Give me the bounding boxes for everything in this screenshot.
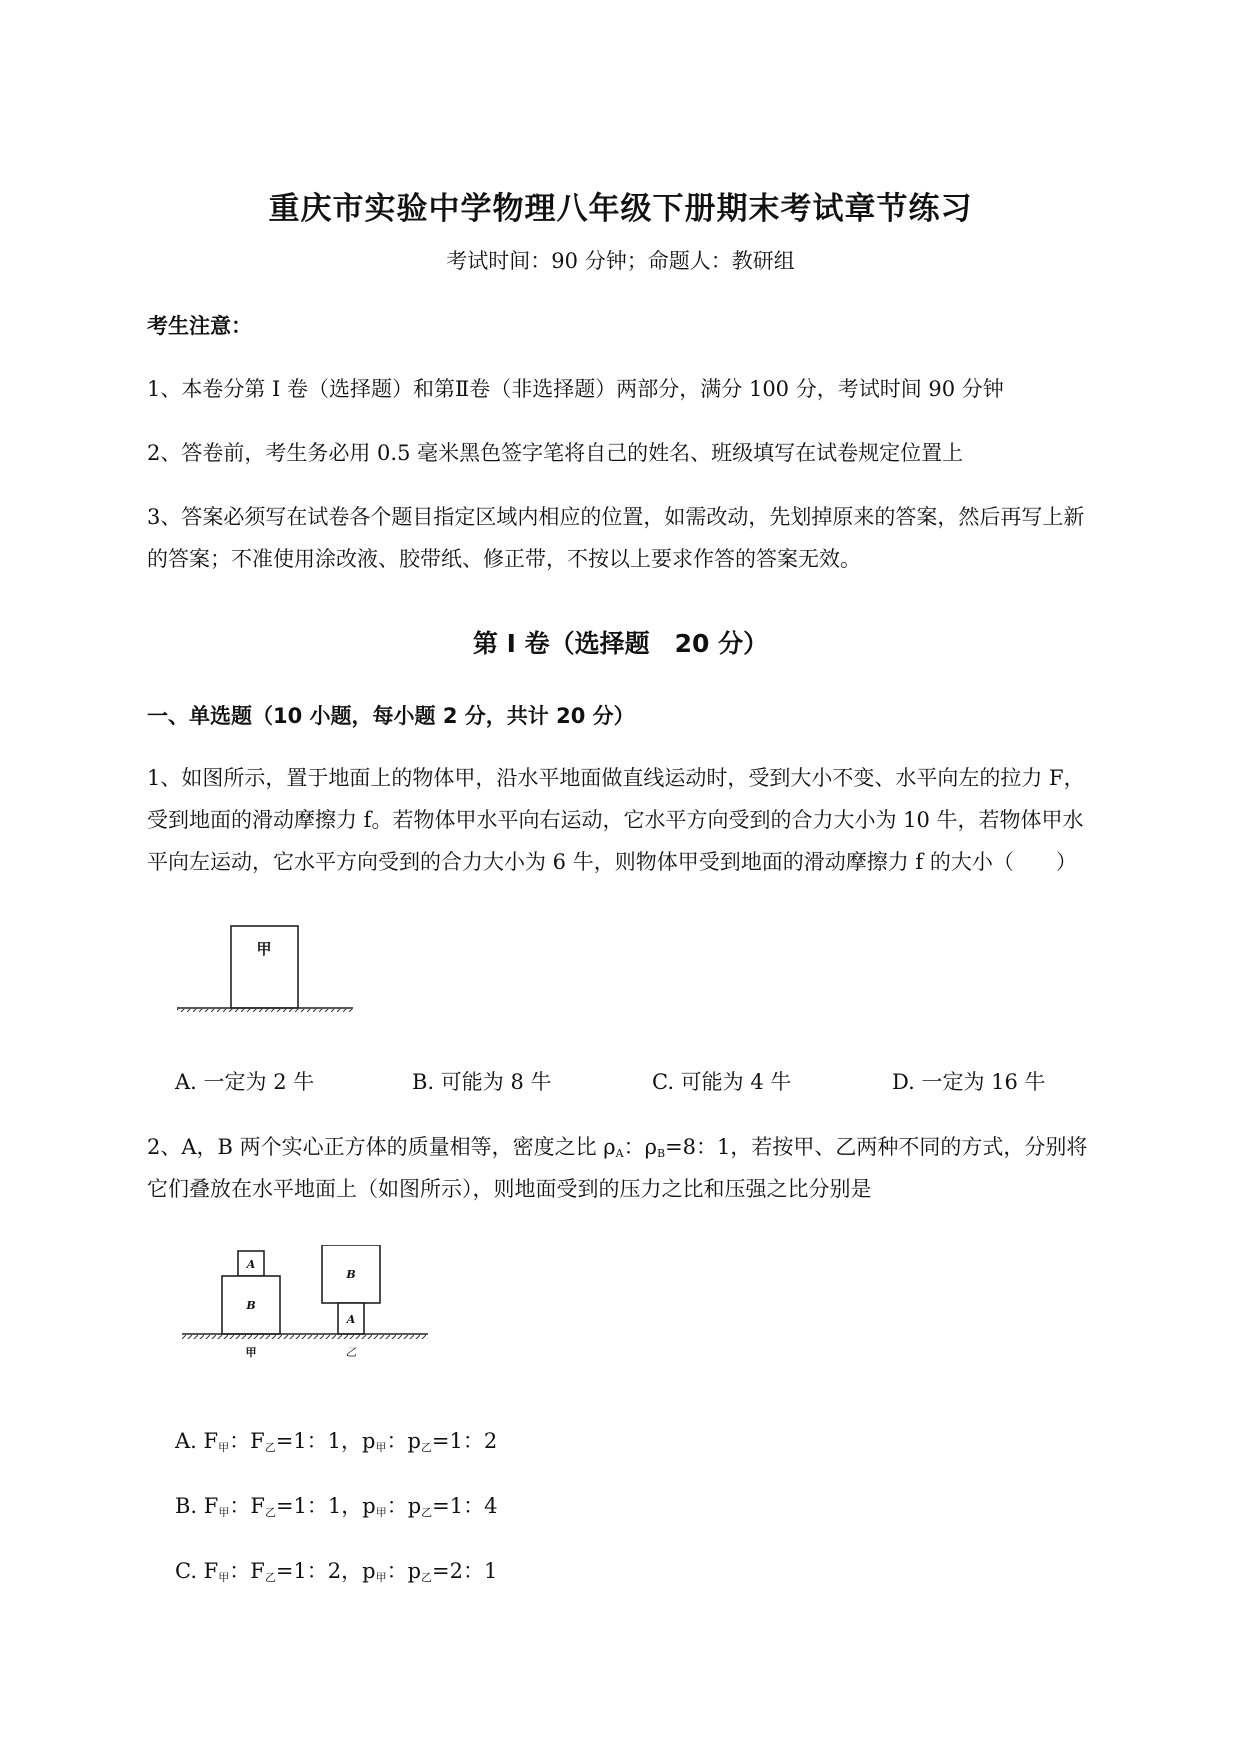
question-1-text: 1、如图所示，置于地面上的物体甲，沿水平地面做直线运动时，受到大小不变、水平向左的拉力 F，	[147, 766, 1085, 790]
svg-text:A: A	[246, 1258, 256, 1271]
notice-item: 的答案；不准使用涂改液、胶带纸、修正带，不按以上要求作答的答案无效。	[147, 547, 861, 571]
question-1-text: 受到地面的滑动摩擦力 f。若物体甲水平向右运动，它水平方向受到的合力大小为 10 牛，若物体甲水	[147, 808, 1084, 832]
section-title: 第 I 卷（选择题 20 分）	[472, 629, 769, 658]
q1-option-b: B. 可能为 8 牛	[412, 1070, 552, 1094]
q1-option-c: C. 可能为 4 牛	[652, 1070, 792, 1094]
label-jia: 甲	[245, 1346, 257, 1359]
q2-option-c: C. $F_甲$：$F_乙=1$：2，$p_甲$：$p_乙=2$：1	[175, 1559, 498, 1584]
notice-item: 2、答卷前，考生务必用 0.5 毫米黑色签字笔将自己的姓名、班级填写在试卷规定位置上	[147, 441, 964, 465]
exam-info: 考试时间：90 分钟；命题人：教研组	[446, 249, 795, 273]
part-heading: 一、单选题（10 小题，每小题 2 分，共计 20 分）	[147, 704, 635, 728]
question-1-text: 平向左运动，它水平方向受到的合力大小为 6 牛，则物体甲受到地面的滑动摩擦力 f 的大小（ ）	[147, 850, 1077, 874]
svg-text:A: A	[346, 1313, 356, 1326]
ground-hatch	[182, 1335, 428, 1339]
ground-hatch	[177, 1009, 353, 1012]
question-2-figure	[180, 1245, 430, 1370]
q2-option-b: B. $F_甲$：$F_乙=1$：1，$p_甲$：$p_乙=1$：4	[175, 1494, 498, 1519]
page-title: 重庆市实验中学物理八年级下册期末考试章节练习	[268, 191, 973, 227]
notice-heading: 考生注意：	[147, 314, 252, 338]
question-2-text: 2、A，B 两个实心正方体的质量相等，密度之比 $\rho_A$：$\rho_B=8$：1，若按甲、乙两种不同的方式，分别将	[147, 1135, 1088, 1160]
question-1-figure	[175, 922, 355, 1012]
q2-option-a: A. $F_甲$：$F_乙=1$：1，$p_甲$：$p_乙=1$：2	[175, 1429, 498, 1454]
notice-item: 3、答案必须写在试卷各个题目指定区域内相应的位置，如需改动，先划掉原来的答案，然后再写上新	[147, 505, 1085, 529]
block-jia	[231, 926, 298, 1008]
block-jia-label: 甲	[256, 940, 272, 958]
notice-item: 1、本卷分第 I 卷（选择题）和第Ⅱ卷（非选择题）两部分，满分 100 分，考试时间 90 分钟	[147, 377, 1004, 401]
svg-text:B: B	[246, 1299, 256, 1312]
svg-text:B: B	[346, 1268, 356, 1281]
question-2-text: 它们叠放在水平地面上（如图所示），则地面受到的压力之比和压强之比分别是	[147, 1177, 872, 1201]
q1-option-d: D. 一定为 16 牛	[892, 1070, 1046, 1094]
q1-option-a: A. 一定为 2 牛	[175, 1070, 315, 1094]
label-yi: 乙	[345, 1346, 357, 1359]
